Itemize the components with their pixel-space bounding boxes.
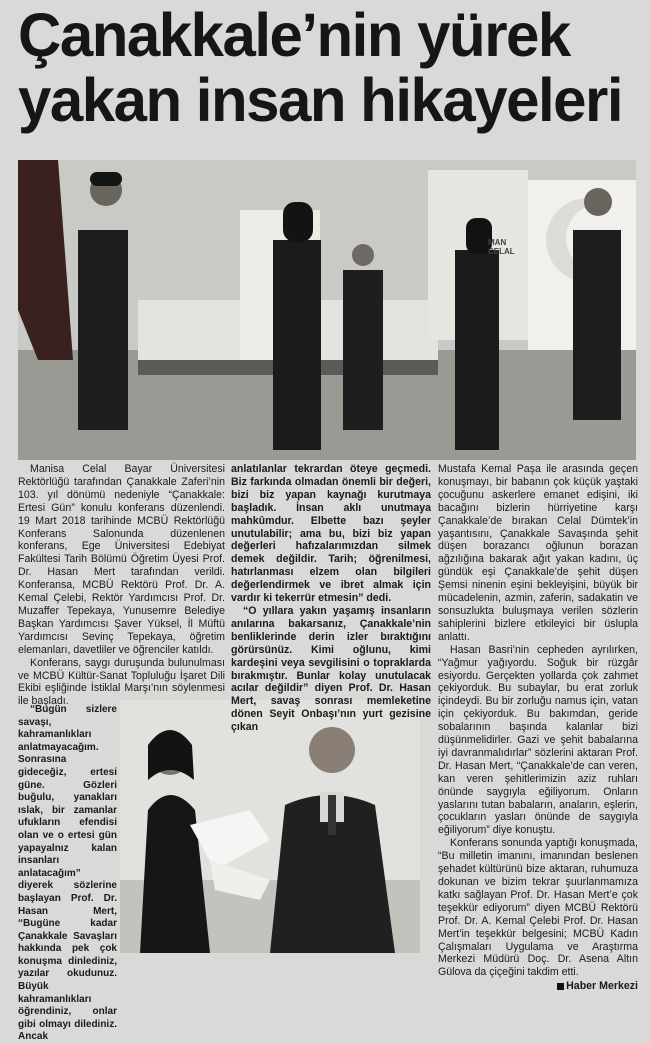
article-column-1-lower bbox=[18, 704, 117, 1044]
paragraph: Mustafa Kemal Paşa ile arasında geçen konuşmayı, bir babanın çok küçük yaştaki çocuğunu askerlere emanet edişini, iki bacağını bizlerin hürriyetine karşı Çanakkale’de bırakan Celal Dümtek’in yaşantısını, Çanakkale Savaşında şehit düşen borazancı oğlunun borazan ağzılığına bakarak ağıt yakan kadını, üç gündük eşi Çanakkale’de şehit düşen Şemsi ninenin eşini bekleyişini, büyük bir mücadelenin, azmin, zaferin, sadakatin ve sonsuzlukta buluşmaya verilen sözlerin sahiplerini bizlere etkileyici bir üslupla anlattı. bbox=[438, 463, 638, 643]
paragraph: “O yıllara yakın yaşamış insanların anılarına bakarsanız, Çanakkale’nin benliklerinde derin izler bıraktığını görürsünüz. Kimi oğlunu, kimi kardeşini veya sevgilisini o topraklarda bırakmıştır. Bunlar kolay unutulacak acılar değildir” diyen Prof. Dr. Hasan Mert, savaş sonrası memleketine dönen Seyit Onbaşı’nın yurt gezisine çıkan bbox=[231, 604, 431, 734]
sign-language-team-photo bbox=[18, 160, 636, 460]
paragraph: Konferans sonunda yaptığı konuşmada, “Bu milletin imanını, imanından beslenen şehadet kültürünü bize aktaran, ruhumuza dokunan ve bizim tekrar şuurlanmamıza katkı sağlayan Prof. Dr. Hasan Mert’e çok teşekkür ediyorum” diyen MCBÜ Rektörü Prof. Dr. A. Kemal Çelebi Prof. Dr. Hasan Mert’in teşekkür belgesini; MCBÜ Kadın Çalışmaları Uygulama ve Araştırma Merkezi Müdürü Doç. Dr. Asena Altın Gülova da çiçeğini takdim etti. bbox=[438, 837, 638, 979]
paragraph: Manisa Celal Bayar Üniversitesi Rektörlüğü tarafından Çanakkale Zaferi’nin 103. yıl dönümü nedeniyle “Çanakkale: Ertesi Gün” konulu konferans düzenlendi. 19 Mart 2018 tarihinde MCBÜ Rektörlüğü Konferans Salonunda düzenlenen konferans, Ege Üniversitesi Edebiyat Fakültesi Tarih Bölümü Öğretim Üyesi Prof. Dr. Hasan Mert tarafından verildi. Konferansa, MCBÜ Rektörü Prof. Dr. A. Kemal Çelebi, Rektör Yardımcısı Prof. Dr. Muzaffer Tepekaya, Yunusemre Belediye Başkan Yardımcısı Şaver Yüksel, İl Müftü Yardımcısı Sevinç Tepekaya, öğretim elemanları, davetliler ve öğrenciler katıldı. bbox=[18, 463, 225, 656]
paragraph: anlatılanlar tekrardan öteye geçmedi. Biz farkında olmadan önemli bir değeri, bizi biz yapan kaynağı kurutmaya başladık. İnsan aklı unutmaya mahkûmdur. Elbette bazı şeyler unutulabilir; ama bu, bizi biz yapan değerleri hafızalarımızdan silmek demek değildir. Tarih; öğrenilmesi, hatırlanması elzem olan bilgileri değerlendirmek ve ibret almak için vardır ki tekerrür etmesin” dedi. bbox=[231, 463, 431, 605]
article-column-2 bbox=[231, 463, 431, 734]
award-scene bbox=[120, 700, 420, 953]
banner-text: MAN CELAL bbox=[488, 238, 515, 256]
paragraph: Konferans, saygı duruşunda bulunulması ve MCBÜ Kültür-Sanat Topluluğu İşaret Dili Ekibi eşliğinde İstiklal Marşı’nın söylenmesi ile başladı. bbox=[18, 656, 225, 708]
article-column-1 bbox=[18, 463, 225, 708]
square-bullet-icon bbox=[557, 983, 564, 990]
award-ceremony-photo bbox=[120, 700, 420, 953]
news-credit: Haber Merkezi bbox=[566, 980, 638, 993]
credit-line bbox=[438, 980, 638, 993]
headline: Çanakkale’nin yürek yakan insan hikayeleri bbox=[18, 0, 623, 135]
stage-scene bbox=[18, 160, 636, 460]
paragraph: Hasan Basri’nin cepheden ayrılırken, “Yağmur yağıyordu. Soğuk bir rüzgâr esiyordu. Gerçekten yollarda çok zahmet çekiyorduk. Bu subaylar, bu erat zorluk içindeydi. Bu bir zorluğu namus için, vatan için çekiyorduk. Bu bakımdan, geride sobalarının başında kalanlar bizi düşünmelidirler. Gazi ve şehit babalarına iyi davranmalıdırlar” sözlerini aktaran Prof. Dr. Hasan Mert, “Çanakkale’de can veren, kan veren şehitlerimizin aziz ruhları önünde saygıyla eğiliyorum. Onların yaslarını tutan babaların, anaların, eşlerin, çocukların yasları önünde de saygıyla eğiliyorum” diye konuştu. bbox=[438, 643, 638, 837]
paragraph: “Bugün sizlere savaşı, kahramanlıkları anlatmayacağım. Sonrasına gideceğiz, ertesi güne. Gözleri buğulu, yanakları ıslak, bir zamanlar ufukların efendisi olan ve o ertesi gün yapayalnız kalan insanları anlatacağım” diyerek sözlerine başlayan Prof. Dr. Hasan Mert, “Bugüne kadar Çanakkale Savaşları hakkında pek çok konuşma dinlediniz, yazılar okudunuz. Büyük kahramanlıkları öğrendiniz, onlar gibi olmayı dilediniz. Ancak bbox=[18, 704, 117, 1043]
article-column-3 bbox=[438, 463, 638, 993]
